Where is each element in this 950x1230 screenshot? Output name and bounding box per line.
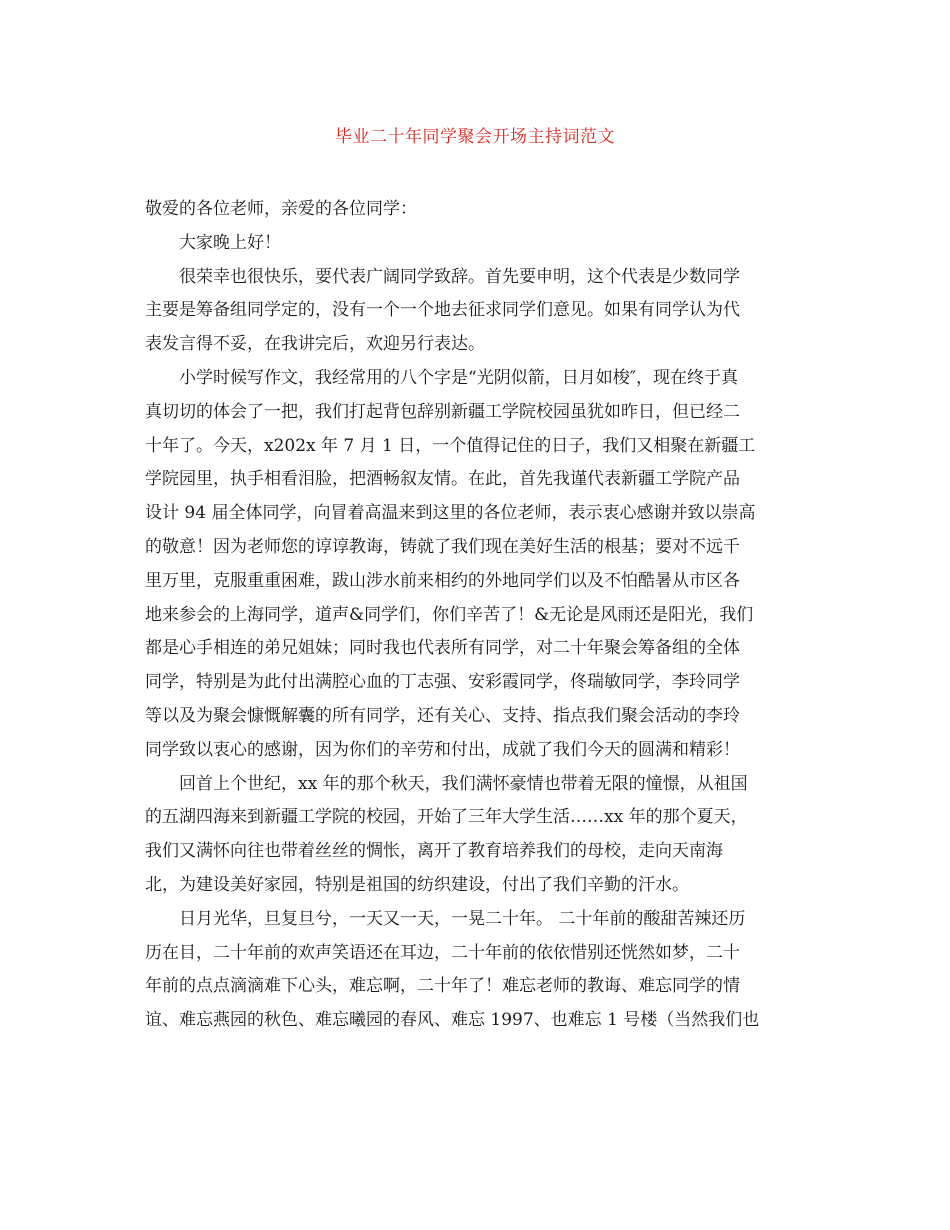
text-line: 北，为建设美好家园，特别是祖国的纺织建设，付出了我们辛勤的汗水。	[145, 874, 689, 895]
text-line: 历在目，二十年前的欢声笑语还在耳边，二十年前的依依惜别还恍然如梦，二十	[145, 942, 740, 963]
text-line: 我们又满怀向往也带着丝丝的惆怅，离开了教育培养我们的母校，走向天南海	[145, 841, 723, 862]
text-line: 主要是筹备组同学定的，没有一个一个地去征求同学们意见。如果有同学认为代	[145, 300, 740, 321]
text-line: 地来参会的上海同学，道声&同学们，你们辛苦了！&无论是风雨还是阳光，我们	[145, 604, 754, 625]
document-title: 毕业二十年同学聚会开场主持词范文	[335, 127, 615, 147]
text-line: 小学时候写作文，我经常用的八个字是“光阴似箭，日月如梭″，现在终于真	[179, 367, 739, 388]
text-line: 很荣幸也很快乐，要代表广阔同学致辞。首先要申明，这个代表是少数同学	[179, 266, 740, 287]
text-line: 都是心手相连的弟兄姐妹；同时我也代表所有同学，对二十年聚会筹备组的全体	[145, 638, 740, 659]
text-line: 同学致以衷心的感谢，因为你们的辛劳和付出，成就了我们今天的圆满和精彩！	[145, 739, 740, 760]
text-line: 里万里，克服重重困难，跋山涉水前来相约的外地同学们以及不怕酷暑从市区各	[145, 570, 740, 591]
text-line: 设计 94 届全体同学，向冒着高温来到这里的各位老师，表示衷心感谢并致以崇高	[145, 503, 756, 524]
text-line: 真切切的体会了一把，我们打起背包辞别新疆工学院校园虽犹如昨日，但已经二	[145, 401, 740, 422]
text-line: 谊、难忘燕园的秋色、难忘曦园的春风、难忘 1997、也难忘 1 号楼（当然我们也	[145, 1010, 760, 1031]
text-line: 的五湖四海来到新疆工学院的校园，开始了三年大学生活……xx 年的那个夏天，	[145, 807, 748, 828]
text-line: 同学，特别是为此付出满腔心血的丁志强、安彩霞同学，佟瑞敏同学，李玲同学	[145, 672, 740, 693]
text-line: 敬爱的各位老师，亲爱的各位同学：	[145, 199, 417, 219]
text-line: 表发言得不妥，在我讲完后，欢迎另行表达。	[145, 334, 485, 355]
text-line: 日月光华，旦复旦兮，一天又一天，一晃二十年。 二十年前的酸甜苦辣还历	[179, 908, 746, 929]
text-line: 的敬意！因为老师您的谆谆教诲，铸就了我们现在美好生活的根基；要对不远千	[145, 536, 740, 557]
text-line: 大家晚上好！	[179, 232, 281, 253]
text-line: 年前的点点滴滴难下心头，难忘啊，二十年了！难忘老师的教诲、难忘同学的情	[145, 976, 740, 997]
text-line: 十年了。今天，x202x 年 7 月 1 日，一个值得记住的日子，我们又相聚在新疆工	[145, 435, 756, 456]
document-body	[145, 193, 807, 1038]
text-line: 等以及为聚会慷慨解囊的所有同学，还有关心、支持、指点我们聚会活动的李玲	[145, 705, 740, 726]
text-line: 回首上个世纪，xx 年的那个秋天，我们满怀豪情也带着无限的憧憬，从祖国	[179, 773, 748, 794]
text-line: 学院园里，执手相看泪脸，把酒畅叙友情。在此，首先我谨代表新疆工学院产品	[145, 469, 740, 490]
